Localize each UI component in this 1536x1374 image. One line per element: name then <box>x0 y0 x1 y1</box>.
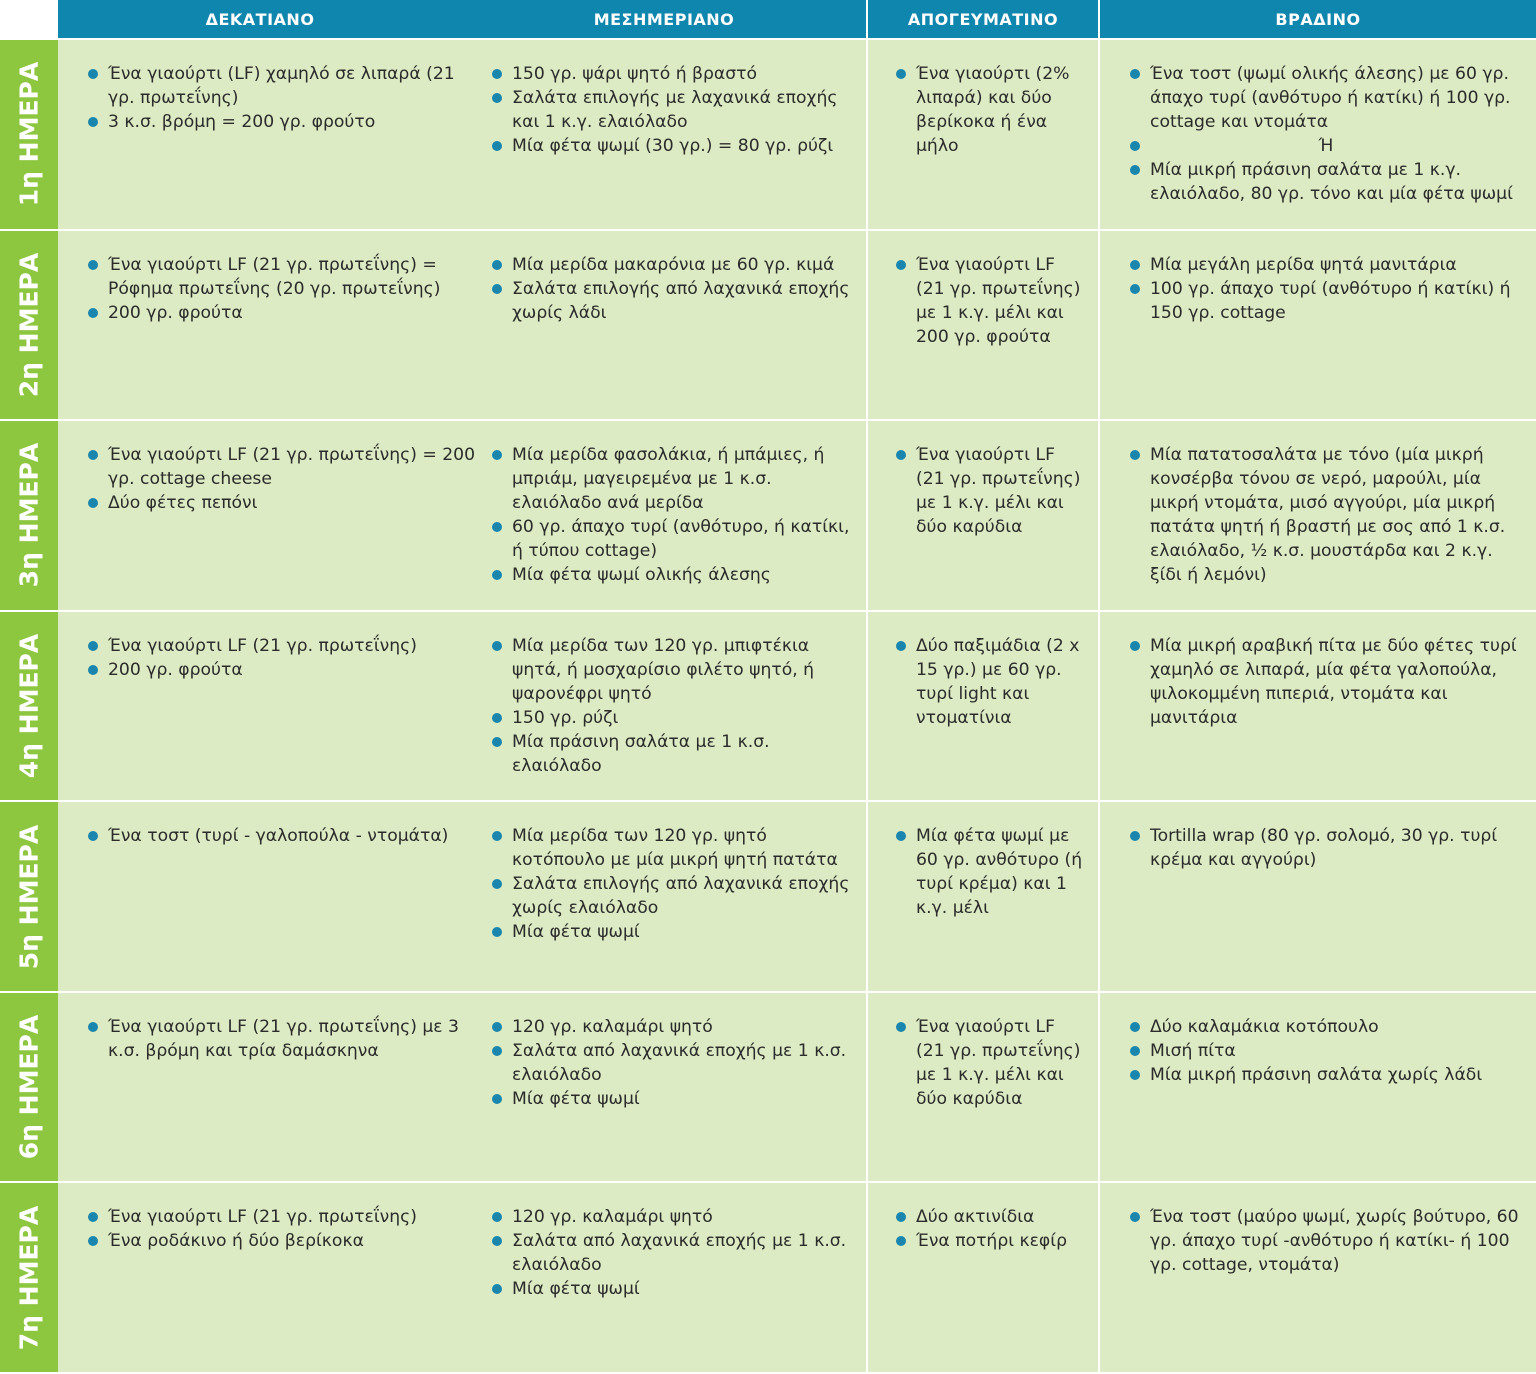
mesimeriano-cell <box>492 1205 852 1362</box>
apogevmatino-list <box>896 1205 1084 1253</box>
list-item: Ένα ροδάκινο ή δύο βερίκοκα <box>88 1229 478 1253</box>
header-mesimeriano: ΜΕΣΗΜΕΡΙΑΝΟ <box>593 9 735 29</box>
list-item: Ένα γιαούρτι LF (21 γρ. πρωτεΐνης) <box>88 634 478 658</box>
day-label: 1η ΗΜΕΡΑ <box>14 62 44 207</box>
list-item: Δύο παξιμάδια (2 x 15 γρ.) με 60 γρ. τυρί light και ντοματίνια <box>896 634 1084 730</box>
list-item: Ένα ποτήρι κεφίρ <box>896 1229 1084 1253</box>
apogevmatino-list <box>896 824 1084 920</box>
mesimeriano-list <box>492 62 852 158</box>
apogevmatino-cell <box>868 993 1100 1184</box>
morning-noon-cell <box>58 231 868 422</box>
apogevmatino-list <box>896 253 1084 349</box>
list-item: Σαλάτα επιλογής από λαχανικά εποχής χωρίς ελαιόλαδο <box>492 872 852 920</box>
list-item: Μία μικρή πράσινη σαλάτα χωρίς λάδι <box>1130 1063 1522 1087</box>
mesimeriano-cell <box>492 62 852 219</box>
dekatiano-list <box>88 634 478 682</box>
list-item: 100 γρ. άπαχο τυρί (ανθότυρο ή κατίκι) ή 150 γρ. cottage <box>1130 277 1522 325</box>
list-item: Δύο φέτες πεπόνι <box>88 491 478 515</box>
day-label: 3η ΗΜΕΡΑ <box>14 443 44 588</box>
dekatiano-list <box>88 253 478 325</box>
dekatiano-list <box>88 824 478 848</box>
morning-noon-cell <box>58 993 868 1184</box>
day-label: 2η ΗΜΕΡΑ <box>14 252 44 398</box>
dekatiano-list <box>88 1015 478 1063</box>
list-item: 120 γρ. καλαμάρι ψητό <box>492 1015 852 1039</box>
morning-noon-cell <box>58 40 868 231</box>
apogevmatino-cell <box>868 802 1100 993</box>
list-item: Tortilla wrap (80 γρ. σολομό, 30 γρ. τυρί κρέμα και αγγούρι) <box>1130 824 1522 872</box>
vradino-list <box>1130 1205 1522 1277</box>
vradino-cell <box>1100 1183 1536 1374</box>
day-label-cell <box>0 993 58 1184</box>
list-item: Ένα τοστ (μαύρο ψωμί, χωρίς βούτυρο, 60 γρ. άπαχο τυρί -ανθότυρο ή κατίκι- ή 100 γρ. cottage, ντομάτα) <box>1130 1205 1522 1277</box>
mesimeriano-cell <box>492 253 852 410</box>
vradino-cell <box>1100 40 1536 231</box>
mesimeriano-list <box>492 253 852 325</box>
list-item: Σαλάτα επιλογής με λαχανικά εποχής και 1 κ.γ. ελαιόλαδο <box>492 86 852 134</box>
list-item: Μία μικρή πράσινη σαλάτα με 1 κ.γ. ελαιόλαδο, 80 γρ. τόνο και μία φέτα ψωμί <box>1130 158 1522 206</box>
list-item: Ένα γιαούρτι LF (21 γρ. πρωτεΐνης) = 200 γρ. cottage cheese <box>88 443 478 491</box>
day-label: 5η ΗΜΕΡΑ <box>14 824 44 969</box>
list-item: 60 γρ. άπαχο τυρί (ανθότυρο, ή κατίκι, ή τύπου cottage) <box>492 515 852 563</box>
list-item: Σαλάτα επιλογής από λαχανικά εποχής χωρίς λάδι <box>492 277 852 325</box>
list-item: Σαλάτα από λαχανικά εποχής με 1 κ.σ. ελαιόλαδο <box>492 1039 852 1087</box>
apogevmatino-cell <box>868 1183 1100 1374</box>
dekatiano-cell <box>88 1205 492 1362</box>
apogevmatino-list <box>896 634 1084 730</box>
list-item: 150 γρ. ψάρι ψητό ή βραστό <box>492 62 852 86</box>
list-item: Ένα γιαούρτι (LF) χαμηλό σε λιπαρά (21 γρ. πρωτεΐνης) <box>88 62 478 110</box>
list-item: 120 γρ. καλαμάρι ψητό <box>492 1205 852 1229</box>
list-item: Ένα γιαούρτι LF (21 γρ. πρωτεΐνης) με 3 κ.σ. βρόμη και τρία δαμάσκηνα <box>88 1015 478 1063</box>
list-item: Ένα τοστ (ψωμί ολικής άλεσης) με 60 γρ. άπαχο τυρί (ανθότυρο ή κατίκι) ή 100 γρ. cottage και ντομάτα <box>1130 62 1522 134</box>
morning-noon-cell <box>58 612 868 803</box>
list-item: Μία πατατοσαλάτα με τόνο (μία μικρή κονσέρβα τόνου σε νερό, μαρούλι, μία μικρή ντομάτα, μισό αγγούρι, μία μικρή πατάτα ψητή ή βραστή με σος από 1 κ.σ. ελαιόλαδο, ½ κ.σ. μουστάρδα και 2 κ.γ. ξίδι ή λεμόνι) <box>1130 443 1522 587</box>
list-item: Μία φέτα ψωμί <box>492 1087 852 1111</box>
list-item: Ένα γιαούρτι LF (21 γρ. πρωτεΐνης) με 1 κ.γ. μέλι και 200 γρ. φρούτα <box>896 253 1084 349</box>
day-label-cell <box>0 231 58 422</box>
mesimeriano-list <box>492 443 852 587</box>
day-label-cell <box>0 612 58 803</box>
mesimeriano-cell <box>492 443 852 600</box>
list-item: Μία φέτα ψωμί ολικής άλεσης <box>492 563 852 587</box>
day-label: 4η ΗΜΕΡΑ <box>14 633 44 779</box>
table-corner <box>0 0 58 40</box>
header-dekatiano: ΔΕΚΑΤΙΑΝΟ <box>205 9 315 29</box>
dekatiano-cell <box>88 1015 492 1172</box>
list-item: Μία μερίδα μακαρόνια με 60 γρ. κιμά <box>492 253 852 277</box>
list-item: Ένα γιαούρτι LF (21 γρ. πρωτεΐνης) = Ρόφημα πρωτεΐνης (20 γρ. πρωτεΐνης) <box>88 253 478 301</box>
list-item: Ένα γιαούρτι LF (21 γρ. πρωτεΐνης) με 1 κ.γ. μέλι και δύο καρύδια <box>896 1015 1084 1111</box>
mesimeriano-list <box>492 1015 852 1111</box>
list-item: Σαλάτα από λαχανικά εποχής με 1 κ.σ. ελαιόλαδο <box>492 1229 852 1277</box>
list-item: Μία μεγάλη μερίδα ψητά μανιτάρια <box>1130 253 1522 277</box>
vradino-list <box>1130 443 1522 587</box>
list-item: Μία μερίδα των 120 γρ. μπιφτέκια ψητά, ή μοσχαρίσιο φιλέτο ψητό, ή ψαρονέφρι ψητό <box>492 634 852 706</box>
vradino-cell <box>1100 231 1536 422</box>
day-label-cell <box>0 40 58 231</box>
vradino-cell <box>1100 802 1536 993</box>
dekatiano-cell <box>88 634 492 791</box>
vradino-list <box>1130 253 1522 325</box>
dekatiano-cell <box>88 824 492 981</box>
dekatiano-cell <box>88 62 492 219</box>
day-label-cell <box>0 1183 58 1374</box>
list-item: Μία πράσινη σαλάτα με 1 κ.σ. ελαιόλαδο <box>492 730 852 778</box>
mesimeriano-cell <box>492 824 852 981</box>
list-item: Μία φέτα ψωμί με 60 γρ. ανθότυρο (ή τυρί κρέμα) και 1 κ.γ. μέλι <box>896 824 1084 920</box>
header-apogevmatino: ΑΠΟΓΕΥΜΑΤΙΝΟ <box>868 0 1100 40</box>
list-item: Ένα γιαούρτι LF (21 γρ. πρωτεΐνης) με 1 κ.γ. μέλι και δύο καρύδια <box>896 443 1084 539</box>
header-pair <box>58 0 868 40</box>
vradino-list <box>1130 1015 1522 1087</box>
vradino-list <box>1130 634 1522 730</box>
dekatiano-cell <box>88 253 492 410</box>
dekatiano-list <box>88 62 478 134</box>
vradino-cell <box>1100 612 1536 803</box>
apogevmatino-cell <box>868 612 1100 803</box>
list-item: Ή <box>1130 134 1522 158</box>
list-item: 150 γρ. ρύζι <box>492 706 852 730</box>
list-item: Μία φέτα ψωμί <box>492 920 852 944</box>
vradino-cell <box>1100 993 1536 1184</box>
apogevmatino-list <box>896 62 1084 158</box>
apogevmatino-list <box>896 1015 1084 1111</box>
mesimeriano-list <box>492 1205 852 1301</box>
morning-noon-cell <box>58 802 868 993</box>
day-label: 7η ΗΜΕΡΑ <box>14 1205 44 1350</box>
morning-noon-cell <box>58 1183 868 1374</box>
list-item: Ένα γιαούρτι (2% λιπαρά) και δύο βερίκοκα ή ένα μήλο <box>896 62 1084 158</box>
list-item: Μία μικρή αραβική πίτα με δύο φέτες τυρί χαμηλό σε λιπαρά, μία φέτα γαλοπούλα, ψιλοκομμένη πιπεριά, ντομάτα και μανιτάρια <box>1130 634 1522 730</box>
vradino-list <box>1130 824 1522 872</box>
mesimeriano-list <box>492 824 852 944</box>
dekatiano-cell <box>88 443 492 600</box>
dekatiano-list <box>88 1205 478 1253</box>
list-item: Μία φέτα ψωμί (30 γρ.) = 80 γρ. ρύζι <box>492 134 852 158</box>
list-item: Μία φέτα ψωμί <box>492 1277 852 1301</box>
mesimeriano-list <box>492 634 852 778</box>
apogevmatino-cell <box>868 421 1100 612</box>
dekatiano-list <box>88 443 478 515</box>
list-item: Δύο ακτινίδια <box>896 1205 1084 1229</box>
day-label-cell <box>0 421 58 612</box>
vradino-list <box>1130 62 1522 206</box>
list-item: Μισή πίτα <box>1130 1039 1522 1063</box>
morning-noon-cell <box>58 421 868 612</box>
list-item: 200 γρ. φρούτα <box>88 658 478 682</box>
list-item: 3 κ.σ. βρόμη = 200 γρ. φρούτο <box>88 110 478 134</box>
list-item: Δύο καλαμάκια κοτόπουλο <box>1130 1015 1522 1039</box>
list-item: Ένα γιαούρτι LF (21 γρ. πρωτεΐνης) <box>88 1205 478 1229</box>
apogevmatino-cell <box>868 231 1100 422</box>
list-item: Μία μερίδα φασολάκια, ή μπάμιες, ή μπριάμ, μαγειρεμένα με 1 κ.σ. ελαιόλαδο ανά μερίδα <box>492 443 852 515</box>
list-item: Ένα τοστ (τυρί - γαλοπούλα - ντομάτα) <box>88 824 478 848</box>
apogevmatino-cell <box>868 40 1100 231</box>
list-item: 200 γρ. φρούτα <box>88 301 478 325</box>
vradino-cell <box>1100 421 1536 612</box>
day-label-cell <box>0 802 58 993</box>
day-label: 6η ΗΜΕΡΑ <box>14 1014 44 1160</box>
apogevmatino-list <box>896 443 1084 539</box>
list-item: Μία μερίδα των 120 γρ. ψητό κοτόπουλο με μία μικρή ψητή πατάτα <box>492 824 852 872</box>
header-vradino: ΒΡΑΔΙΝΟ <box>1100 0 1536 40</box>
mesimeriano-cell <box>492 634 852 791</box>
mesimeriano-cell <box>492 1015 852 1172</box>
